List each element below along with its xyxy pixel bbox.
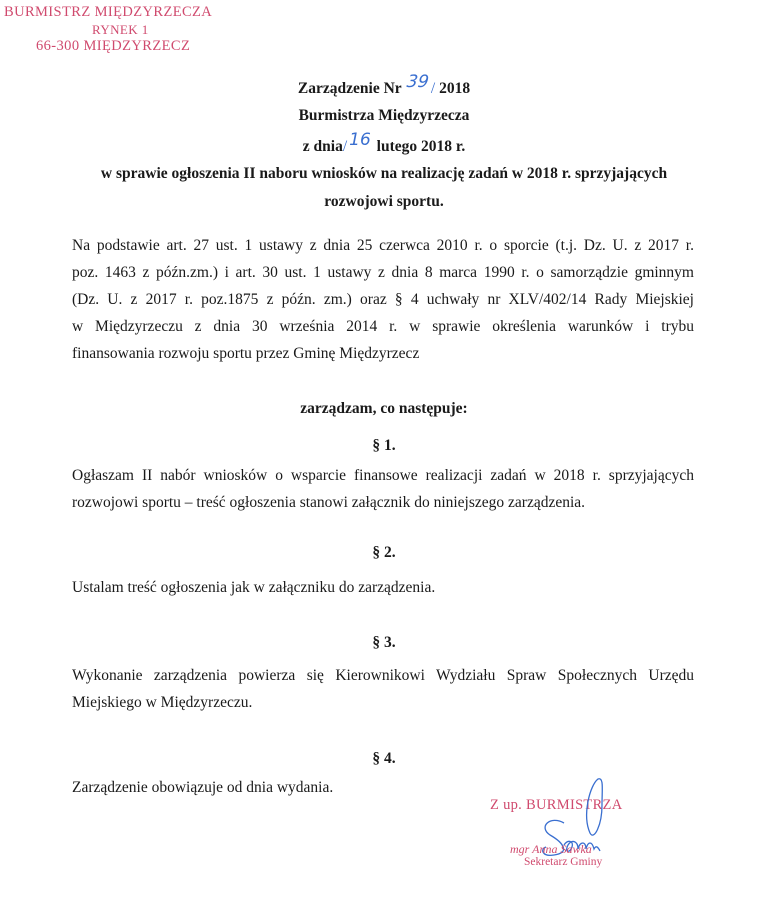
handwritten-day: 16 <box>349 130 371 150</box>
stamp-line-1: BURMISTRZ MIĘDZYRZECZA <box>4 4 213 20</box>
preamble-line: (Dz. U. z 2017 r. poz.1875 z późn. zm.) oraz § 4 uchwały nr XLV/402/14 Rady Miejskiej <box>72 291 694 308</box>
document-subject-line-1: w sprawie ogłoszenia II naboru wniosków na realizację zadań w 2018 r. sprzyjających <box>100 165 668 182</box>
signature-block <box>480 775 680 885</box>
handwritten-number: 39 <box>405 72 431 92</box>
date-prefix: z dnia <box>302 138 343 155</box>
date-slash: / <box>342 138 348 155</box>
section-line: Zarządzenie obowiązuje od dnia wydania. <box>72 779 334 796</box>
section-4-heading: § 4. <box>372 750 396 767</box>
section-3-heading: § 3. <box>372 634 396 651</box>
document-issuer: Burmistrza Międzyrzecza <box>298 107 470 124</box>
office-stamp <box>4 4 234 55</box>
preamble-line: poz. 1463 z późn.zm.) i art. 30 ust. 1 ustawy z dnia 8 marca 1990 r. o samorządzie gminnym <box>72 264 694 281</box>
decree-intro: zarządzam, co następuje: <box>300 400 468 417</box>
section-line: rozwojowi sportu – treść ogłoszenia stanowi załącznik do niniejszego zarządzenia. <box>72 494 586 511</box>
document-title <box>0 72 768 98</box>
stamp-line-3: 66-300 MIĘDZYRZECZ <box>36 38 191 54</box>
number-slash: / <box>430 80 436 97</box>
signatory-name: mgr Anna Sawka <box>510 842 592 856</box>
document-subject-line-2: rozwojowi sportu. <box>324 193 444 210</box>
section-line: Miejskiego w Międzyrzeczu. <box>72 694 253 711</box>
preamble-line: finansowania rozwoju sportu przez Gminę Międzyrzecz <box>72 345 420 362</box>
section-line: Ogłaszam II nabór wniosków o wsparcie finansowe realizacji zadań w 2018 r. sprzyjających <box>72 467 694 484</box>
section-2-body <box>72 574 694 601</box>
preamble-line: w Międzyrzeczu z dnia 30 września 2014 r. w sprawie określenia warunków i trybu <box>72 318 694 335</box>
section-line: Ustalam treść ogłoszenia jak w załączniku do zarządzenia. <box>72 579 436 596</box>
section-1-heading: § 1. <box>372 437 396 454</box>
signatory-role: Sekretarz Gminy <box>524 856 603 868</box>
preamble-line: Na podstawie art. 27 ust. 1 ustawy z dnia 25 czerwca 2010 r. o sporcie (t.j. Dz. U. z 2017 r. <box>72 237 694 254</box>
title-year: 2018 <box>439 80 471 97</box>
stamp-line-2: RYNEK 1 <box>92 22 149 37</box>
signature-title: Z up. BURMISTRZA <box>490 797 623 813</box>
section-1-body <box>72 462 694 516</box>
date-suffix: lutego 2018 r. <box>376 138 466 155</box>
section-2-heading: § 2. <box>372 544 396 561</box>
section-3-body <box>72 662 694 716</box>
title-prefix: Zarządzenie Nr <box>297 80 402 97</box>
preamble <box>72 232 694 367</box>
section-line: Wykonanie zarządzenia powierza się Kierownikowi Wydziału Spraw Społecznych Urzędu <box>72 667 694 684</box>
document-date <box>0 130 768 156</box>
